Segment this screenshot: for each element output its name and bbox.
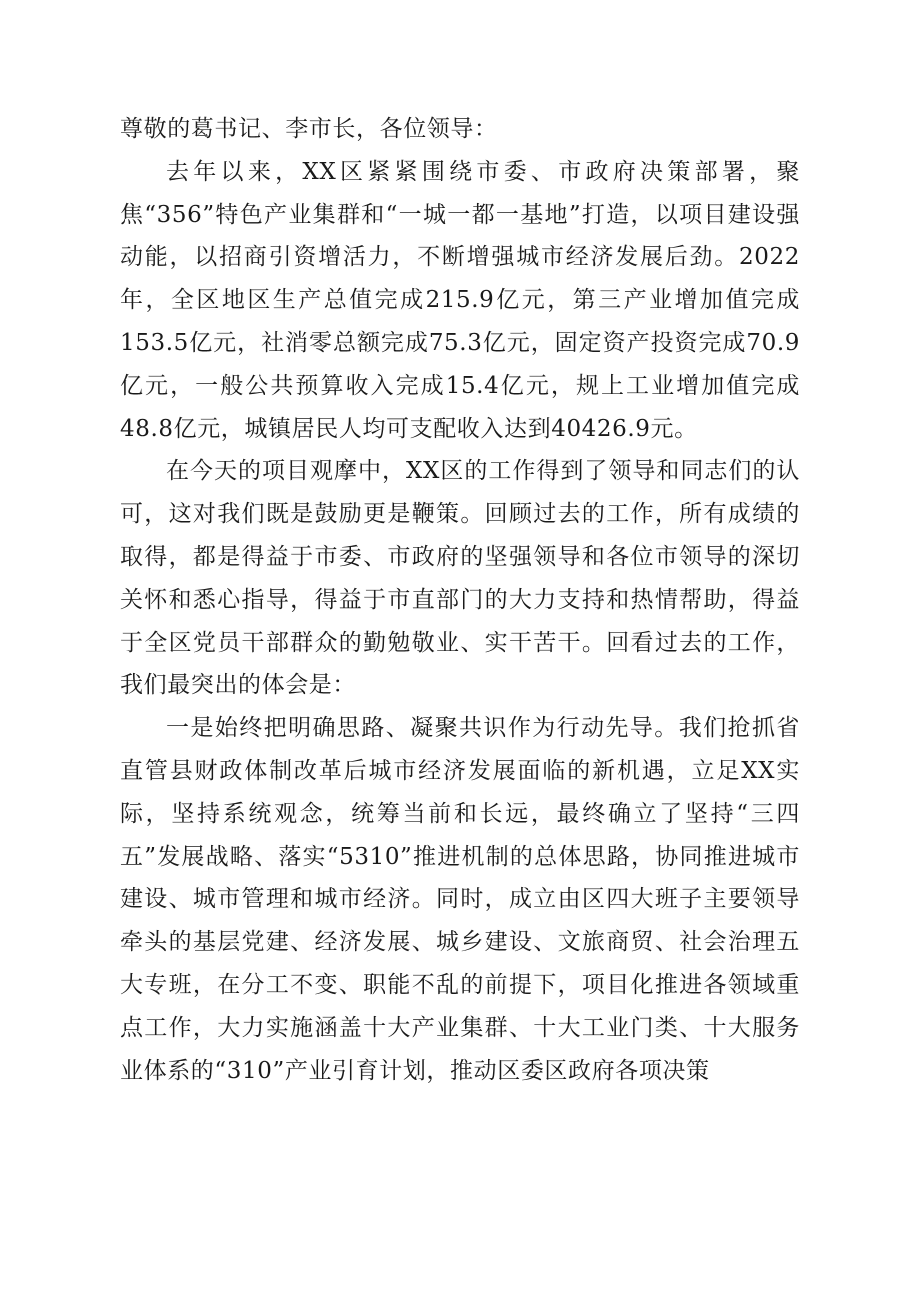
paragraph-experience-one: 一是始终把明确思路、凝聚共识作为行动先导。我们抢抓省直管县财政体制改革后城市经济发展面临的新机遇，立足XX实际，坚持系统观念，统筹当前和长远，最终确立了坚持“三四五”发展战略、落实“5310”推进机制的总体思路，协同推进城市建设、城市管理和城市经济。同时，成立由区四大班子主要领导牵头的基层党建、经济发展、城乡建设、文旅商贸、社会治理五大专班，在分工不变、职能不乱的前提下，项目化推进各领域重点工作，大力实施涵盖十大产业集群、十大工业门类、十大服务业体系的“310”产业引育计划，推动区委区政府各项决策 (120, 715, 800, 1084)
paragraph-acknowledgement: 在今天的项目观摩中，XX区的工作得到了领导和同志们的认可，这对我们既是鼓励更是鞭策。回顾过去的工作，所有成绩的取得，都是得益于市委、市政府的坚强领导和各位市领导的深切关怀和悉心指导，得益于市直部门的大力支持和热情帮助，得益于全区党员干部群众的勤勉敬业、实干苦干。回看过去的工作，我们最突出的体会是： (120, 458, 800, 699)
salutation: 尊敬的葛书记、李市长，各位领导： (120, 116, 498, 142)
paragraph-economic-overview: 去年以来，XX区紧紧围绕市委、市政府决策部署，聚焦“356”特色产业集群和“一城一都一基地”打造，以项目建设强动能，以招商引资增活力，不断增强城市经济发展后劲。2022年，全区地区生产总值完成215.9亿元，第三产业增加值完成153.5亿元，社消零总额完成75.3亿元，固定资产投资完成70.9亿元，一般公共预算收入完成15.4亿元，规上工业增加值完成48.8亿元，城镇居民人均可支配收入达到40426.9元。 (120, 158, 800, 442)
document-body (120, 108, 800, 1092)
